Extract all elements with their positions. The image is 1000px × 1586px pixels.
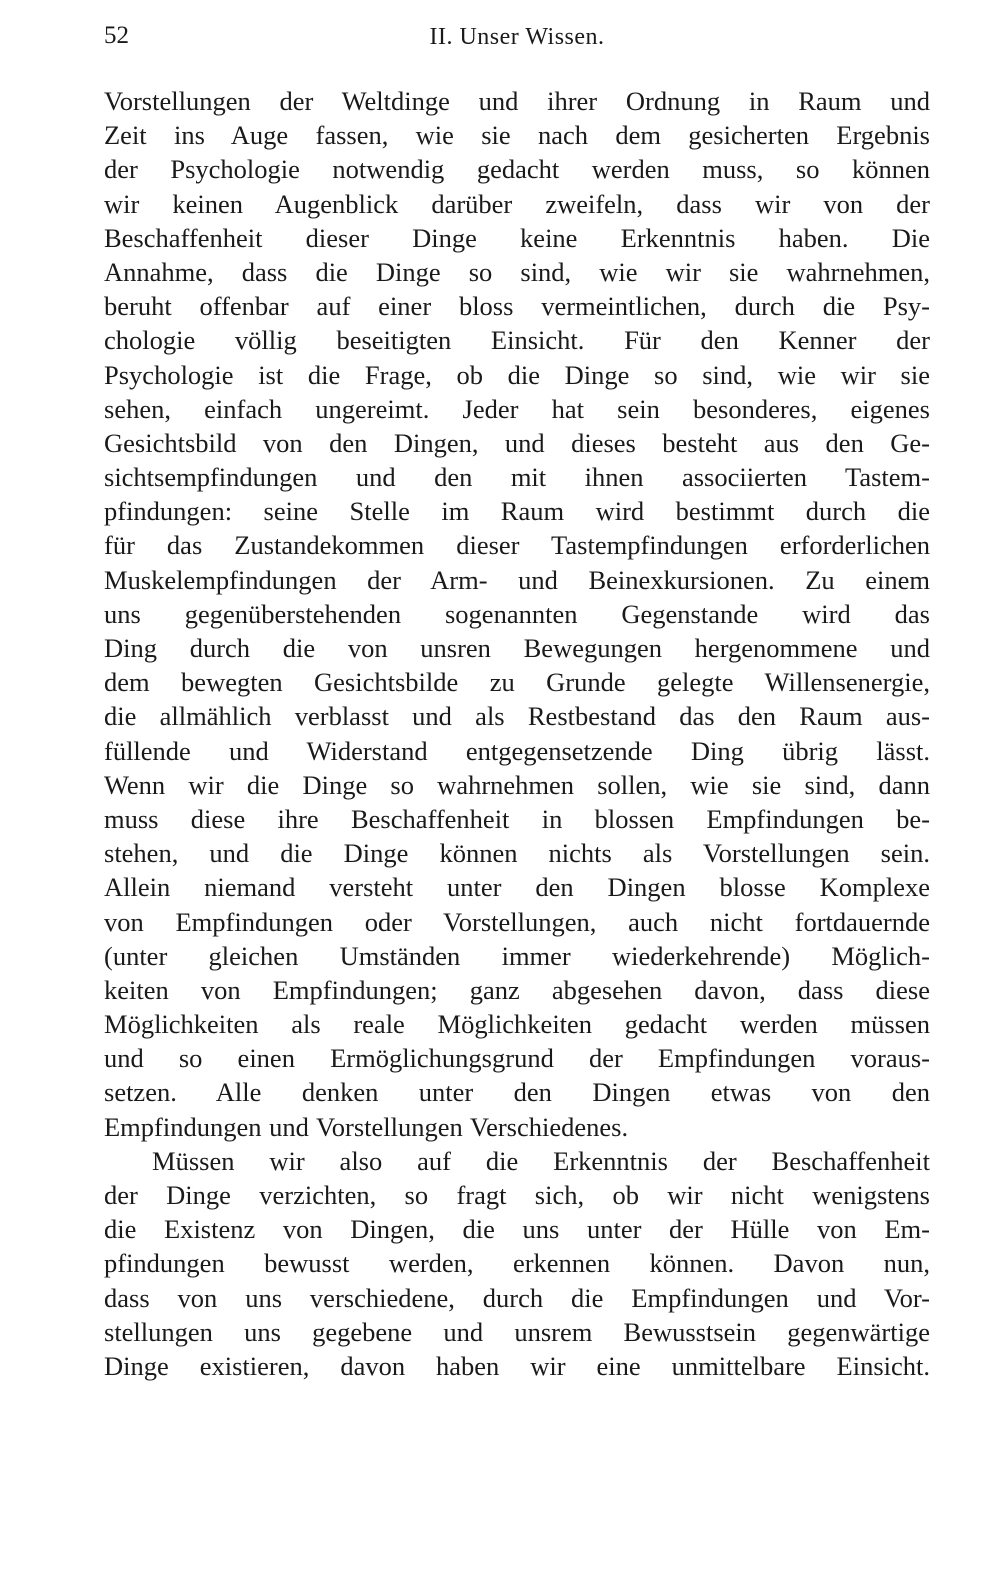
text-line: dass von uns verschiedene, durch die Empfindungen und Vor- xyxy=(104,1282,930,1313)
text-line: Wenn wir die Dinge so wahrnehmen sollen, wie sie sind, dann xyxy=(104,769,930,800)
text-line: stellungen uns gegebene und unsrem Bewusstsein gegenwärtige xyxy=(104,1316,930,1347)
text-line: füllende und Widerstand entgegensetzende Ding übrig lässt. xyxy=(104,735,930,766)
text-line: Annahme, dass die Dinge so sind, wie wir sie wahrnehmen, xyxy=(104,256,930,287)
text-line: dem bewegten Gesichtsbilde zu Grunde gelegte Willensenergie, xyxy=(104,667,930,698)
text-line: Vorstellungen der Weltdinge und ihrer Ordnung in Raum und xyxy=(104,86,930,116)
paragraph-start-line: Müssen wir also auf die Erkenntnis der Beschaffenheit xyxy=(152,1145,930,1176)
text-line: keiten von Empfindungen; ganz abgesehen davon, dass diese xyxy=(104,974,930,1005)
text-line: muss diese ihre Beschaffenheit in blossen Empfindungen be- xyxy=(104,803,930,834)
text-line: Psychologie ist die Frage, ob die Dinge so sind, wie wir sie xyxy=(104,359,930,390)
text-line: sichtsempfindungen und den mit ihnen associierten Tastem- xyxy=(104,462,930,493)
running-head: II. Unser Wissen. xyxy=(429,24,605,50)
text-line: der Psychologie notwendig gedacht werden muss, so können xyxy=(104,154,930,185)
text-line: von Empfindungen oder Vorstellungen, auch nicht fortdauernde xyxy=(104,906,930,937)
text-line: Dinge existieren, davon haben wir eine unmittelbare Einsicht. xyxy=(104,1350,930,1381)
text-line: wir keinen Augenblick darüber zweifeln, dass wir von der xyxy=(104,188,930,219)
text-line: pfindungen: seine Stelle im Raum wird bestimmt durch die xyxy=(104,496,930,527)
text-line: die Existenz von Dingen, die uns unter der Hülle von Em- xyxy=(104,1214,930,1245)
text-line: die allmählich verblasst und als Restbestand das den Raum aus- xyxy=(104,701,930,732)
text-line: Allein niemand versteht unter den Dingen blosse Komplexe xyxy=(104,872,930,903)
text-line: sehen, einfach ungereimt. Jeder hat sein besonderes, eigenes xyxy=(104,393,930,424)
text-line: für das Zustandekommen dieser Tastempfindungen erforderlichen xyxy=(104,530,930,561)
text-line: Gesichtsbild von den Dingen, und dieses besteht aus den Ge- xyxy=(104,427,930,458)
text-line: (unter gleichen Umständen immer wiederkehrende) Möglich- xyxy=(104,940,930,971)
text-line: Muskelempfindungen der Arm- und Beinexkursionen. Zu einem xyxy=(104,564,930,595)
text-line: Beschaffenheit dieser Dinge keine Erkenntnis haben. Die xyxy=(104,222,930,253)
text-line: Möglichkeiten als reale Möglichkeiten gedacht werden müssen xyxy=(104,1009,930,1040)
text-line: beruht offenbar auf einer bloss vermeintlichen, durch die Psy- xyxy=(104,291,930,322)
text-line: Zeit ins Auge fassen, wie sie nach dem gesicherten Ergebnis xyxy=(104,120,930,151)
body-text xyxy=(104,84,930,1383)
paragraph-end-line: Empfindungen und Vorstellungen Verschiedenes. xyxy=(104,1111,629,1142)
text-line: und so einen Ermöglichungsgrund der Empfindungen voraus- xyxy=(104,1043,930,1074)
text-line: pfindungen bewusst werden, erkennen können. Davon nun, xyxy=(104,1248,930,1279)
text-line: stehen, und die Dinge können nichts als Vorstellungen sein. xyxy=(104,838,930,869)
text-line: setzen. Alle denken unter den Dingen etwas von den xyxy=(104,1077,930,1108)
page-header xyxy=(104,22,930,62)
text-line: chologie völlig beseitigten Einsicht. Für den Kenner der xyxy=(104,325,930,356)
text-line: Ding durch die von unsren Bewegungen hergenommene und xyxy=(104,633,930,663)
text-line: uns gegenüberstehenden sogenannten Gegenstande wird das xyxy=(104,598,930,629)
text-line: der Dinge verzichten, so fragt sich, ob wir nicht wenigstens xyxy=(104,1180,930,1210)
page-number: 52 xyxy=(104,22,129,49)
